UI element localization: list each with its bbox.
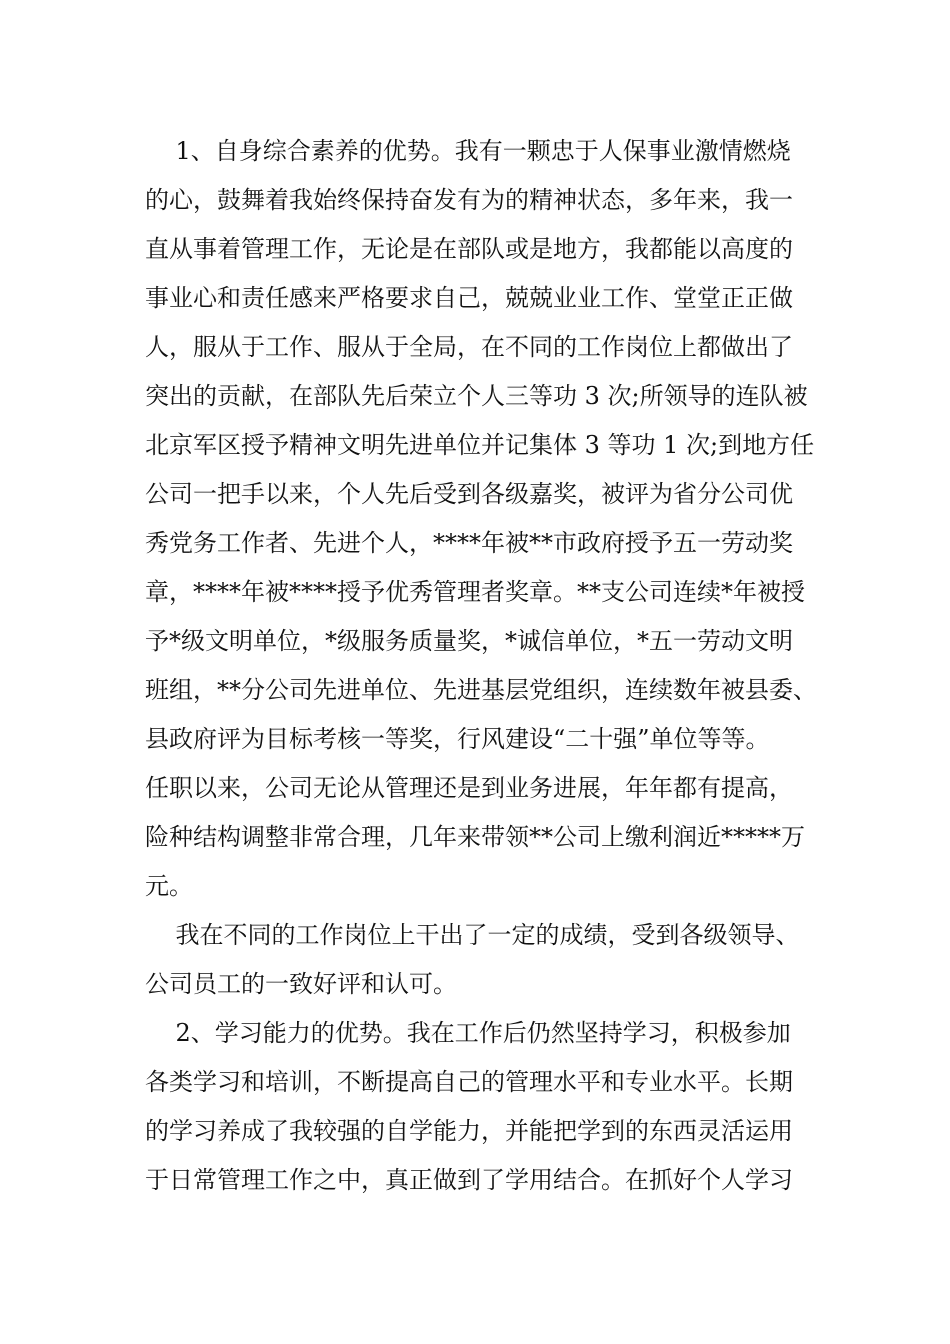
text-line-10: 章，****年被****授予优秀管理者奖章。**支公司连续*年被授 (145, 578, 805, 606)
text-line-5: 人，服从于工作、服从于全局，在不同的工作岗位上都做出了 (145, 333, 793, 361)
text-line-14: 任职以来，公司无论从管理还是到业务进展，年年都有提高， (145, 774, 793, 802)
text-line-11: 予*级文明单位，*级服务质量奖，*诚信单位，*五一劳动文明 (145, 627, 793, 655)
text-line-12: 班组，**分公司先进单位、先进基层党组织，连续数年被县委、 (145, 676, 817, 704)
text-line-8: 公司一把手以来，个人先后受到各级嘉奖，被评为省分公司优 (145, 480, 793, 508)
text-line-3: 直从事着管理工作，无论是在部队或是地方，我都能以高度的 (145, 235, 793, 263)
document-body (145, 127, 835, 1205)
text-line-22: 于日常管理工作之中，真正做到了学用结合。在抓好个人学习 (145, 1166, 793, 1194)
text-line-13: 县政府评为目标考核一等奖，行风建设“二十强”单位等等。 (145, 725, 770, 753)
text-line-18: 公司员工的一致好评和认可。 (145, 970, 457, 998)
text-line-2: 的心，鼓舞着我始终保持奋发有为的精神状态，多年来，我一 (145, 186, 793, 214)
text-line-15: 险种结构调整非常合理，几年来带领**公司上缴利润近*****万 (145, 823, 805, 851)
text-line-17: 我在不同的工作岗位上干出了一定的成绩，受到各级领导、 (145, 921, 800, 949)
text-line-7: 北京军区授予精神文明先进单位并记集体 3 等功 1 次;到地方任 (145, 431, 815, 459)
text-line-20: 各类学习和培训，不断提高自己的管理水平和专业水平。长期 (145, 1068, 793, 1096)
text-line-19: 2、学习能力的优势。我在工作后仍然坚持学习，积极参加 (145, 1019, 791, 1047)
text-line-6: 突出的贡献，在部队先后荣立个人三等功 3 次;所领导的连队被 (145, 382, 808, 410)
text-line-9: 秀党务工作者、先进个人，****年被**市政府授予五一劳动奖 (145, 529, 793, 557)
text-line-21: 的学习养成了我较强的自学能力，并能把学到的东西灵活运用 (145, 1117, 793, 1145)
text-line-16: 元。 (145, 872, 193, 900)
text-line-1: 1、自身综合素养的优势。我有一颗忠于人保事业激情燃烧 (145, 137, 791, 165)
text-line-4: 事业心和责任感来严格要求自己，兢兢业业工作、堂堂正正做 (145, 284, 793, 312)
